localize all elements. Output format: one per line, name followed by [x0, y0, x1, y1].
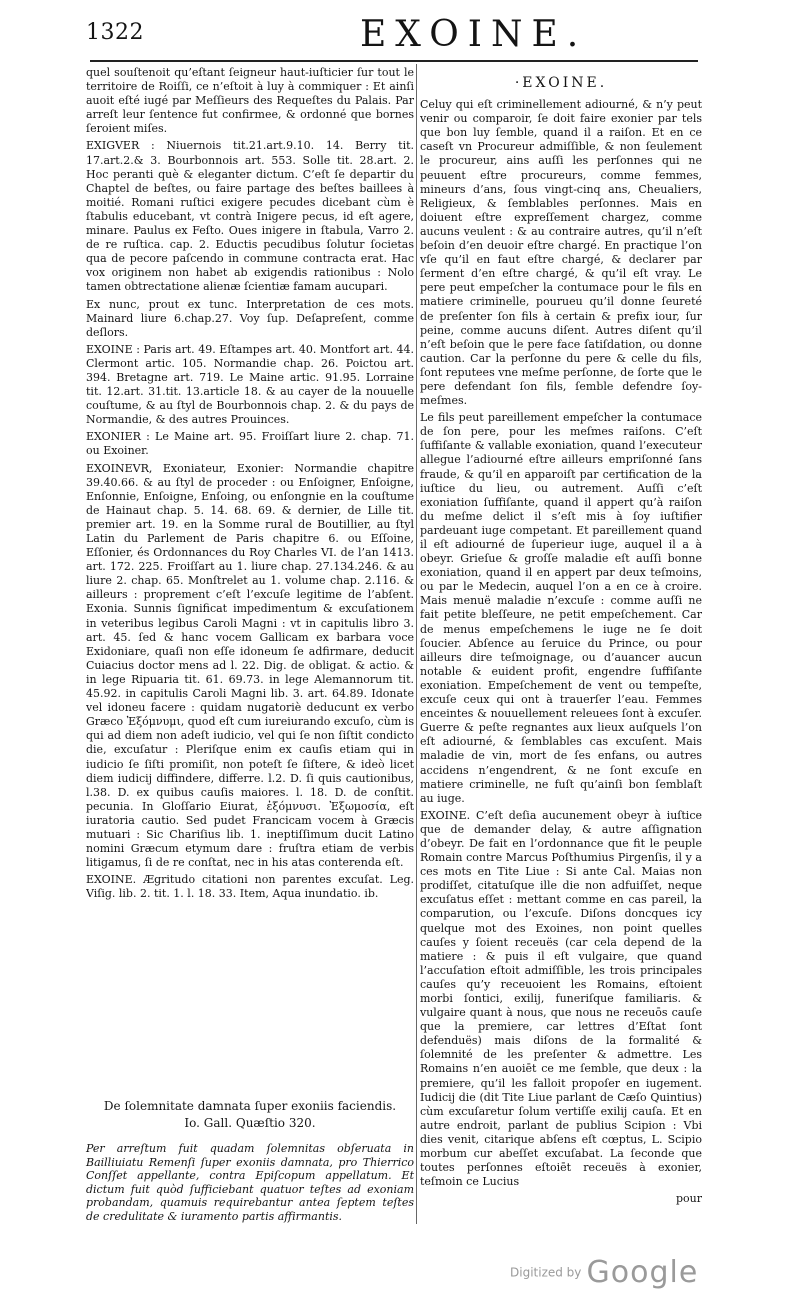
page-number: 1322: [86, 20, 144, 45]
paragraph: Le fils peut pareillement empeſcher la contumace de ſon pere, pour les meſmes raiſons. C’eſt ſuffiſante & vallable exoniation, quand l’executeur allegue l’adiourné eſtre ailleurs empriſonné ſans fraude, & qu’il en apparoiſt par certification de la iuſtice du lieu, ou autrement. Auſſi c’eſt exoniation ſuffiſante, quand il appert qu’à raiſon du meſme delict il s’eſt mis à ſoy iuſtifier pardeuant iuge competant. Et pareillement quand il eſt adiourné de ſuperieur iuge, auquel il a à obeyr. Grieſue & groſſe maladie eſt auſſi bonne exoniation, quand il en appert par deux teſmoins, ou par le Medecin, auquel l’on a en ce à croire. Mais menuë maladie n’excuſe : comme auſſi ne fait petite bleſſeure, ne petit empeſchement. Car de menus empeſchemens le iuge ne ſe doit ſoucier. Abſence au ſeruice du Prince, ou pour ailleurs dire teſmoignage, ou d’auancer aucun notable & euident profit, engendre ſuffiſante exoniation. Empeſchement de vent ou tempeſte, excuſe ceux qui ont à trauerſer l’eau. Femmes enceintes & nouuellement releuees ſont à excuſer. Guerre & peſte regnantes aux lieux auſquels l’on eſt adiourné, & ſemblables cas excuſent. Mais maladie de vin, mort de ſes enfans, ou autres accidens n’engendrent, & ne ſont excuſe en matiere criminelle, ne fuſt qu’ainſi bon ſemblaſt au iuge.: [420, 411, 702, 805]
paragraph: EXOINE. C’eſt deſia aucunement obeyr à iuſtice que de demander delay, & autre aſſignation d’obeyr. De fait en l’ordonnance que fit le peuple Romain contre Marcus Poſthumius Pirgenſis, il y a ces mots en Tite Liue : Si ante Cal. Maias non prodiſſet, citatuſque ille die non adfuiſſet, neque excuſatus eſſet : mettant comme en cas pareil, la comparution, ou l’excuſe. Diſons doncques icy quelque mot des Exoines, non point quelles cauſes y ſoient receuës (car cela depend de la matiere : & puis il eſt vulgaire, que quand l’accuſation eſtoit admiſſible, les trois principales cauſes qu’y receuoient les Romains, eſtoient morbi ſontici, exilij, funeriſque familiaris. & vulgaire quant à nous, que nous ne receuōs cauſe que la premiere, car lettres d’Eſtat ſont defenduës) mais diſons de la formalité & ſolemnité de les preſenter & admettre. Les Romains n’en auoiēt ce me ſemble, que deux : la premiere, qu’il les falloit propoſer en iugement. Iudicij die (dit Tite Liue parlant de Cæſo Quintius) cùm excuſaretur ſolum vertiſſe exilij cauſa. Et en autre endroit, parlant de publius Scipion : Vbi dies venit, citarique abſens eſt cœptus, L. Scipio morbum cur abeſſet excuſabat. La ſeconde que toutes perſonnes eſtoiēt receuës à exonier, teſmoin ce Lucius: [420, 808, 702, 1189]
entry-ex-nunc: Ex nunc, prout ex tunc. Interpretation de ces mots. Mainard liure 6.chap.27. Voy ſup. Deſapreſent, comme deſlors.: [86, 297, 414, 339]
latin-note: Per arreſtum fuit quadam ſolemnitas obſeruata in Bailliuiatu Remenſi ſuper exoniis damnata, pro Thierrico Conſſet appellante, contra Epiſcopum appellatum. Et dictum fuit quòd ſufficiebant quatuor teſtes ad exoniam probandam, quamuis requirebantur antea ſeptem teſtes de credulitate & iuramento partis affirmantis.: [86, 1142, 414, 1223]
section-title-reference: Io. Gall. Quæſtio 320.: [184, 1116, 316, 1130]
right-column: [420, 66, 702, 1304]
google-logo: Google: [586, 1255, 699, 1290]
header-rule: [90, 60, 698, 62]
catchword: pour: [675, 1192, 702, 1206]
running-title: EXOINE.: [360, 14, 588, 55]
entry-exonier: EXONIER : Le Maine art. 95. Froiſſart liure 2. chap. 71. ou Exoiner.: [86, 430, 414, 458]
section-title-line: De ſolemnitate damnata ſuper exoniis faciendis.: [103, 1099, 397, 1113]
paragraph: quel souſtenoit qu’eſtant ſeigneur haut-iuſticier ſur tout le territoire de Roiſſi, ce n’eſtoit à luy à commiquer : Et ainſi auoit eſté iugé par Meſſieurs des Requeſtes du Palais. Par arreſt leur ſentence fut confirmee, & ordonné que bornes ſeroient miſes.: [86, 66, 414, 136]
watermark-prefix: Digitized by: [510, 1265, 582, 1280]
section-title: [86, 1098, 414, 1132]
paragraph: Celuy qui eſt criminellement adiourné, & n’y peut venir ou comparoir, ſe doit faire exonier par tels que bon luy ſemble, quand il a raiſon. Et en ce caseſt vn Procureur admiſſible, & non ſeulement le procureur, ains auſſi les perſonnes qui ne peuuent eſtre procureurs, comme femmes, mineurs d’ans, ſous vingt-cinq ans, Cheualiers, Religieux, & ſemblables perſonnes. Mais en doiuent eſtre expreſſement chargez, comme aucuns veulent : & au contraire autres, qu’il n’eſt beſoin d’en deuoir eſtre chargé. En practique l’on vſe qu’il en faut eſtre chargé, & declarer par ſerment d’en eſtre chargé, & qu’il eſt vray. Le pere peut empeſcher la contumace pour le fils en matiere criminelle, pourueu qu’il donne ſeureté de preſenter ſon fils à certain & prefix iour, ſur peine, comme aucuns diſent. Autres diſent qu’il n’eſt beſoin que le pere face ſatiſdation, ou donne caution. Car la perſonne du pere & celle du fils, ſont reputees vne meſme perſonne, de ſorte que le pere defendant ſon fils, ſemble defendre ſoy-meſmes.: [420, 98, 702, 408]
entry-exiguer: EXIGVER : Niuernois tit.21.art.9.10. 14. Berry tit. 17.art.2.& 3. Bourbonnois art. 553. Solle tit. 28.art. 2. Hoc peranti què & eleganter dictum. C’eſt ſe departir du Chaptel de beſtes, ou faire partage des beſtes baillees à moitié. Romani ruſtici exigere pecudes dicebant cùm è ſtabulis educebant, vt contrà Inigere pecus, id eſt agere, minare. Paulus ex Feſto. Oues inigere in ſtabula, Varro 2. de re ruſtica. cap. 2. Eductis pecudibus ſolutur ſocietas qua de pecore paſcendo in commune contracta erat. Hac vox originem non habet ab exigendis rationibus : Nolo tamen obtrectatione alienæ ſcientiæ famam aucupari.: [86, 139, 414, 294]
column-divider: [416, 64, 417, 1224]
google-watermark: [510, 1255, 698, 1290]
column-heading: ·EXOINE.: [514, 75, 608, 91]
left-column: [86, 66, 414, 1096]
entry-exoineur: EXOINEVR, Exoniateur, Exonier: Normandie chapitre 39.40.66. & au ſtyl de proceder : ou Enſoigner, Enſoigne, Enſonnie, Enſoigne, Enſoing, ou enſongnie en la couſtume de Hainaut chap. 5. 14. 68. 69. & dernier, de Lille tit. premier art. 19. en la Somme rural de Boutillier, au ſtyl Latin du Parlement de Paris chapitre 6. ou Eſſoine, Eſſonier, és Ordonnances du Roy Charles VI. de l’an 1413. art. 172. 225. Froiſſart au 1. liure chap. 27.134.246. & au liure 2. chap. 65. Monſtrelet au 1. volume chap. 2.116. & ailleurs : proprement c’eſt l’excuſe legitime de l’abſent. Exonia. Sunnis ſignificat impedimentum & excuſationem in veteribus legibus Caroli Magni : vt in capitulis libro 3. art. 45. ſed & hanc vocem Gallicam ex barbara voce Exidoniare, quaſi non eſſe idoneum ſe adfirmare, deducit Cuiacius doctor mens ad l. 22. Dig. de obligat. & actio. & in lege Ripuaria tit. 61. 69.73. in lege Alemannorum tit. 45.92. in capitulis Caroli Magni lib. 3. art. 64.89. Idonate vel idoneu facere : quidam nugatoriè deducunt ex verbo Græco Ἐξόμνυμι, quod eſt cum iureiurando excuſo, cùm is qui ad diem non adeſt iudicio, vel qui ſe non ſiſtit condicto die, excuſatur : Pleriſque enim ex cauſis etiam qui in iudicio ſe ſiſti promiſit, non poteſt ſe ſiſtere, & ideò licet diem iudicij diffindere, differre. l.2. D. ſi quis cautionibus, l.38. D. ex quibus cauſis maiores. l. 18. D. de conſtit. pecunia. In Gloſſario Eiurat, ἐξόμνυσι. Ἐξωμοσία, eſt iuratoria cautio. Sed pudet Francicam vocem à Græcis mutuari : Sic Chariſius lib. 1. ineptiſſimum ducit Latino nomini Græcum etymum dare : fruſtra etiam de verbis litigamus, ſi de re conſtat, nec in his atas conterenda eſt.: [86, 461, 414, 870]
entry-exoine-aegritudo: EXOINE. Ægritudo citationi non parentes excuſat. Leg. Viſig. lib. 2. tit. 1. l. 18. 33. Item, Aqua inundatio. ib.: [86, 873, 414, 901]
entry-exoine: EXOINE : Paris art. 49. Eſtampes art. 40. Montfort art. 44. Clermont artic. 105. Normandie chap. 26. Poictou art. 394. Bretagne art. 719. Le Maine artic. 91.95. Lorraine tit. 12.art. 31.tit. 13.article 18. & au cayer de la nouuelle couſtume, & au ſtyl de Bourbonnois chap. 2. & du pays de Normandie, & des autres Prouinces.: [86, 342, 414, 427]
